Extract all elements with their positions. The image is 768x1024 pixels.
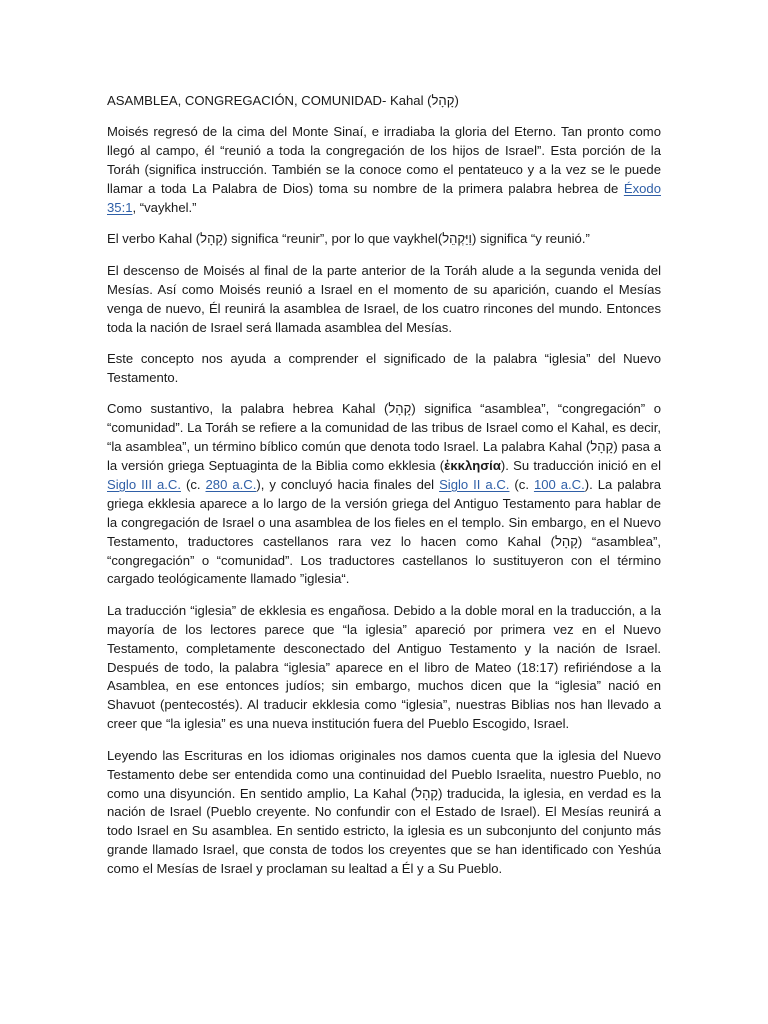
link-100-ac[interactable]: 100 a.C. [533, 476, 585, 492]
paragraph-5-text-f: ). La palabra griega ekklesia aparece a lo largo de la versión griega del Antiguo Testamento para hablar de la congregación de Israel o una asamblea de los fieles en el templo. Sin embargo, en el Nuevo Testamento, traductores castellanos rara vez lo hacen como Kahal (קָהָל) “asamblea”, “congregación” o “comunidad”. Los traductores castellanos lo sustituyeron con el término cargado teológicamente llamado ”iglesia“. [107, 476, 661, 587]
document-page [107, 92, 661, 892]
link-siglo-ii-ac[interactable]: Siglo II a.C. [439, 476, 510, 492]
paragraph-1-text-a: Moisés regresó de la cima del Monte Sinaí, e irradiaba la gloria del Eterno. Tan pronto como llegó al campo, él “reunió a toda la congregación de los hijos de Israel”. Esta porción de la Toráh (significa instrucción. También se la conoce como el pentateuco y a la vez se le puede llamar a toda La Palabra de Dios) toma su nombre de la primera palabra hebrea de [107, 124, 661, 197]
paragraph-5-text-a: Como sustantivo, la palabra hebrea Kahal (קָהָל) significa “asamblea”, “congregación” o “comunidad”. La Toráh se refiere a la comunidad de las tribus de Israel como el Kahal, es decir, “la asamblea”, un término bíblico común que denota todo Israel. La palabra Kahal (קָהָל) pasa a la versión griega Septuaginta de la Biblia como ekklesia ( [107, 401, 662, 473]
greek-word-ekklesia: ἐκκλησία [444, 458, 501, 473]
paragraph-5-text-b: ). Su traducción inició en el [500, 458, 661, 473]
link-exodo-35-1[interactable]: Éxodo 35:1 [107, 181, 661, 216]
paragraph-1-text-b: , “vaykhel.” [132, 200, 197, 216]
paragraph-5-text-c: (c. [181, 476, 206, 492]
paragraph-2: El verbo Kahal (קָהָל) significa “reunir”, por lo que vaykhel(וַיַּקְהֵל) significa “y reunió.” [107, 231, 590, 247]
paragraph-4: Este concepto nos ayuda a comprender el significado de la palabra “iglesia” del Nuevo Testamento. [107, 350, 661, 385]
paragraph-5-text-e: (c. [509, 476, 534, 492]
paragraph-6: La traducción “iglesia” de ekklesia es engañosa. Debido a la doble moral en la traducción, a la mayoría de los lectores parece que “la iglesia” apareció por primera vez en el Nuevo Testamento, completamente desconectado del Antiguo Testamento y la nación de Israel. Después de todo, la palabra “iglesia” aparece en el libro de Mateo (18:17) refiriéndose a la Asamblea, en ese entonces judíos; sin embargo, muchos dicen que la “iglesia” nació en Shavuot (pentecostés). Al traducir ekklesia como “iglesia”, nuestras Biblias nos han llevado a creer que “la iglesia” es una nueva institución fuera del Pueblo Escogido, Israel. [107, 602, 661, 732]
paragraph-1 [107, 123, 661, 218]
paragraph-7: Leyendo las Escrituras en los idiomas originales nos damos cuenta que la iglesia del Nuevo Testamento debe ser entendida como una continuidad del Pueblo Israelita, nuestro Pueblo, no como una disyunción. En sentido amplio, La Kahal (קָהָל) traducida, la iglesia, en verdad es la nación de Israel (Pueblo creyente. No confundir con el Estado de Israel). El Mesías reunirá a todo Israel en Su asamblea. En sentido estricto, la iglesia es un subconjunto del conjunto más grande llamado Israel, que consta de todos los creyentes que se han identificado con Yeshúa como el Mesías de Israel y proclaman su lealtad a Él y a Su Pueblo. [107, 747, 661, 877]
paragraph-5 [107, 400, 661, 589]
paragraph-5-text-d: ), y concluyó hacia finales del [256, 476, 440, 492]
document-title: ASAMBLEA, CONGREGACIÓN, COMUNIDAD- Kahal (קָהָל) [107, 93, 459, 108]
link-siglo-iii-ac[interactable]: Siglo III a.C. [107, 476, 181, 492]
paragraph-3: El descenso de Moisés al final de la parte anterior de la Toráh alude a la segunda venida del Mesías. Así como Moisés reunió a Israel en el momento de su aparición, cuando el Mesías venga de nuevo, Él reunirá la asamblea de Israel, de los cuatro rincones del mundo. Entonces toda la nación de Israel será llamada asamblea del Mesías. [107, 262, 661, 335]
link-280-ac[interactable]: 280 a.C. [205, 476, 257, 492]
